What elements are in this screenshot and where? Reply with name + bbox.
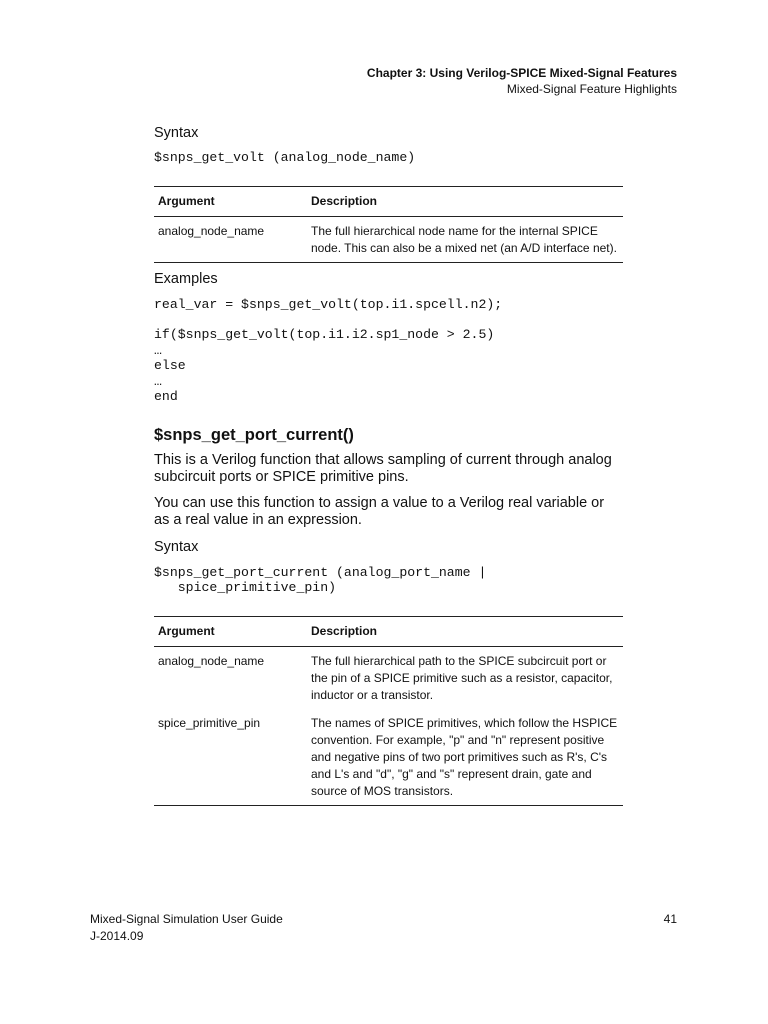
syntax-label: Syntax <box>154 125 199 141</box>
syntax-code: $snps_get_port_current (analog_port_name | spice_primitive_pin) <box>154 564 487 595</box>
page-footer <box>90 911 283 945</box>
description-header: Description <box>307 186 623 216</box>
syntax-label: Syntax <box>154 538 199 555</box>
description-cell: The names of SPICE primitives, which follow the HSPICE convention. For example, "p" and "n" represent positive and negative pins of two port primitives such as R's, C's and L's and "d", "g" and "s" represent drain, gate and source of MOS transistors. <box>307 709 623 806</box>
usage-paragraph: You can use this function to assign a value to a Verilog real variable or as a real value in an expression. <box>154 494 605 528</box>
table-header-row <box>154 186 623 216</box>
section-title: Mixed-Signal Feature Highlights <box>506 82 677 96</box>
argument-cell: spice_primitive_pin <box>154 709 307 806</box>
table-header-row <box>154 616 623 646</box>
running-header <box>367 66 677 97</box>
page-content <box>154 124 623 806</box>
argument-header: Argument <box>154 616 307 646</box>
argument-cell: analog_node_name <box>154 216 307 262</box>
chapter-title: Chapter 3: Using Verilog-SPICE Mixed-Signal Features <box>366 66 677 80</box>
footer-version: J-2014.09 <box>90 929 144 943</box>
argument-table <box>154 186 623 263</box>
argument-header: Argument <box>154 186 307 216</box>
argument-cell: analog_node_name <box>158 653 265 668</box>
syntax-code: $snps_get_volt (analog_node_name) <box>154 150 416 165</box>
footer-title: Mixed-Signal Simulation User Guide <box>90 912 283 926</box>
description-cell: The full hierarchical node name for the internal SPICE node. This can also be a mixed net (an A/D interface net). <box>307 216 623 262</box>
table-row <box>154 646 623 709</box>
example-code-1: real_var = $snps_get_volt(top.i1.spcell.n2); <box>154 296 503 312</box>
description-paragraph: This is a Verilog function that allows sampling of current through analog subcircuit ports or SPICE primitive pins. <box>154 451 612 485</box>
argument-table <box>154 616 623 806</box>
examples-label: Examples <box>154 270 218 287</box>
example-code-2: if($snps_get_volt(top.i1.i2.sp1_node > 2.5) … else … end <box>154 327 495 404</box>
table-row <box>154 216 623 262</box>
description-header: Description <box>307 616 623 646</box>
table-row <box>154 709 623 806</box>
page-number: 41 <box>663 912 677 926</box>
function-heading: $snps_get_port_current() <box>154 425 354 444</box>
description-cell: The full hierarchical path to the SPICE subcircuit port or the pin of a SPICE primitive such as a resistor, capacitor, inductor or a transistor. <box>311 653 613 702</box>
